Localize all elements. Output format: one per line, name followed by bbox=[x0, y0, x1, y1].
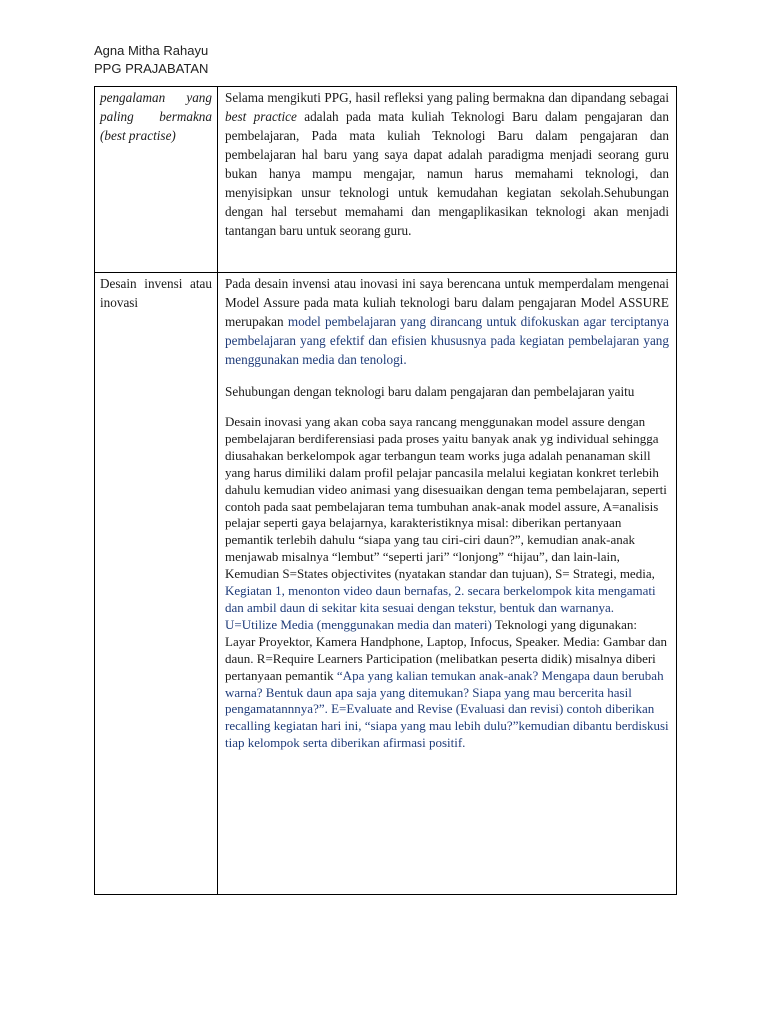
author-name: Agna Mitha Rahayu bbox=[94, 43, 209, 58]
text-segment: model pembelajaran yang dirancang untuk difokuskan agar terciptanya pembelajaran yang efektif dan efisien khususnya pada kegiatan pembelajaran yang menggunakan media dan tenologi. bbox=[225, 314, 669, 367]
paragraph: Sehubungan dengan teknologi baru dalam pengajaran dan pembelajaran yaitu bbox=[225, 384, 635, 399]
paragraph bbox=[225, 88, 669, 240]
text-segment: Desain inovasi yang akan coba saya rancang menggunakan model assure dengan pembelajaran berdiferensiasi pada proses yaitu banyak anak yg individual sehingga diusahakan berkelompok agar terbangun team works juga adalah penanaman skill yang harus dimiliki dalam profil pelajar pancasila melalui kegiatan konkret terlebih dahulu kemudian video animasi yang disesuaikan dengan tema pembelajaran, seperti contoh pada saat pembelajaran tema tumbuhan anak-anak model assure, A=analisis pelajar seperti gaya belajarnya, karakteristiknya misal: diberikan pertanyaan pemantik terlebih dahulu “siapa yang tau ciri-ciri daun?”, kemudian anak-anak menjawab misalnya “lembut” “seperti jari” “lonjong” “hijau”, dan lain-lain, Kemudian S=States objectivites (nyatakan standar dan tujuan), S= Strategi, media, bbox=[225, 414, 667, 582]
program-name: PPG PRAJABATAN bbox=[94, 61, 209, 76]
paragraph bbox=[225, 414, 669, 752]
table-row bbox=[95, 87, 677, 273]
text-segment: Pada desain invensi atau inovasi ini saya berencana untuk memperdalam mengenai Model Assure pada mata kuliah teknologi baru dalam pengajaran Model ASSURE merupakan bbox=[225, 276, 669, 329]
row-content bbox=[218, 273, 677, 895]
reflection-table bbox=[94, 86, 677, 895]
text-segment: adalah pada mata kuliah Teknologi Baru dalam pengajaran dan pembelajaran, Pada mata kuliah Teknologi Baru dalam pengajaran dan pembelajaran hal baru yang saya dapat adalah paradigma menjadi seorang guru bukan hanya mampu mengajar, namun harus memahami teknologi, dan menyisipkan unsur teknologi untuk kemudahan kegiatan sekolah.Sehubungan dengan hal tersebut memahami dan mengaplikasikan teknologi akan menjadi tantangan baru untuk seorang guru. bbox=[225, 109, 669, 238]
text-segment: Selama mengikuti PPG, hasil refleksi yang paling bermakna dan dipandang sebagai bbox=[225, 90, 669, 105]
table-row bbox=[95, 273, 677, 895]
row-label: Desain invensi atau inovasi bbox=[95, 273, 218, 895]
row-content bbox=[218, 87, 677, 273]
page-header bbox=[94, 42, 208, 78]
text-segment: “Apa yang kalian temukan anak-anak? Mengapa daun berubah warna? Bentuk daun apa saja yang ditemukan? Siapa yang mau bercerita hasil pengamatannnya?”. E=Evaluate and Revise (Evaluasi dan revisi) contoh diberikan recalling kegiatan hari ini, “siapa yang mau lebih dulu?”kemudian dibantu berdiskusi tiap kelompok serta diberikan afirmasi positif. bbox=[225, 667, 669, 751]
paragraph bbox=[225, 274, 669, 369]
row-label: pengalaman yang paling bermakna (best practise) bbox=[95, 87, 218, 273]
emphasis-text: best practice bbox=[225, 109, 297, 124]
text-segment: Teknologi yang digunakan: Layar Proyektor, Kamera Handphone, Laptop, Infocus, Speaker. Media: Gambar dan daun. R=Require Learners Participation (melibatkan peserta didik) misalnya diberi pertanyaan pemantik bbox=[225, 616, 668, 683]
text-segment: Kegiatan 1, menonton video daun bernafas, 2. secara berkelompok kita mengamati dan ambil daun di sekitar kita sesuai dengan tekstur, bentuk dan warnanya. U=Utilize Media (menggunakan media dan materi) bbox=[225, 583, 656, 632]
